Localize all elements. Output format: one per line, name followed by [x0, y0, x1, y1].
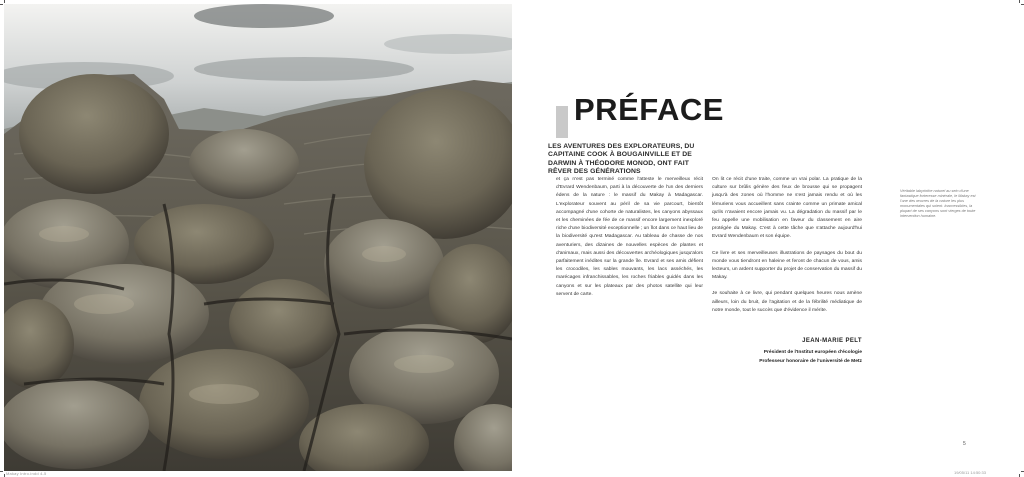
- body-column-left: [556, 176, 703, 307]
- landscape-photo: [4, 4, 512, 471]
- page-subtitle: LES AVENTURES DES EXPLORATEURS, DU CAPITAINE COOK À BOUGAINVILLE ET DE DARWIN À THÉODORE MONOD, ONT FAIT RÊVER DES GÉNÉRATIONS: [548, 143, 695, 176]
- signature-title-2: Professeur honoraire de l'université de Metz: [759, 359, 862, 364]
- print-slug: Makay Intro.indd 4-5: [6, 471, 47, 476]
- crop-mark: [0, 4, 3, 5]
- crop-mark: [0, 471, 3, 472]
- body-paragraph: On lit ce récit d'une traite, comme un vrai polar. La pratique de la culture sur brûlis génère des feux de brousse qui se propagent jusqu'à des zones où l'homme ne s'est jamais rendu et où les lémuriens vous accueillent sans crainte comme un primate amical qu'ils n'avaient encore jamais vu. La dégradation du massif par le feu appelle une mobilisation en faveur du classement en aire protégée du Makay. C'est à cette tâche que s'attache aujourd'hui Evrard Wendenbaum et son équipe.: [712, 177, 862, 240]
- body-column-right: [712, 176, 862, 323]
- page-number: 5: [963, 441, 966, 447]
- signature-title-1: Président de l'Institut européen d'écologie: [763, 350, 862, 355]
- page-title: PRÉFACE: [574, 92, 724, 127]
- signature-name: JEAN-MARIE PELT: [802, 338, 862, 344]
- body-paragraph: et ça n'est pas terminé comme l'atteste le merveilleux récit d'Evrard Wendenbaum, parti à la découverte de l'un des derniers édens de la nature : le massif du Makay à Madagascar. L'explorateur souvent au péril de sa vie parcourt, bientôt accompagné d'une cohorte de naturalistes, les canyons abyssaux et les cheminées de fée de ce massif encore largement inexploré riche d'une biodiversité exceptionnelle ; un Îlot dans ce haut lieu de la biodiversité qu'est Madagascar. Au tableau de chasse de nos aventuriers, des dizaines de nouvelles espèces de plantes et d'animaux, mais aussi des découvertes archéologiques jusqu'alors parfaitement inédites sur la grande île. Evrard et ses amis défient les crocodiles, les sables mouvants, les lacs asséchés, les marécages infranchissables, les roches friables guidés dans les canyons et sur les plateaux par des photos satellite qui leur servent de carte.: [556, 177, 703, 297]
- crop-mark: [4, 0, 5, 3]
- body-paragraph: Je souhaite à ce livre, qui pendant quelques heures nous amène ailleurs, loin du bruit, de l'agitation et de la fébrilité médiatique de notre monde, tout le succès que d'évidence il mérite.: [712, 291, 862, 313]
- crop-mark: [1019, 0, 1020, 3]
- body-paragraph: Ce livre et ses merveilleuses illustrations de paysages du bout du monde vous tiendront en haleine et feront de chacun de vous, amis lecteurs, un ardent supporter du projet de conservation du massif du Makay.: [712, 250, 862, 281]
- print-timestamp: 19/05/11 14:50:33: [954, 470, 986, 475]
- title-accent-bar: [556, 106, 568, 138]
- photo-caption: Véritable labyrinthe naturel au sein d'une fantastique forteresse minérale, le Makay est l'une des œuvres de la nature les plus monumentales qui soient. Inaccessibles, la plupart de ses canyons sont vierges de toute intervention humaine.: [900, 189, 976, 219]
